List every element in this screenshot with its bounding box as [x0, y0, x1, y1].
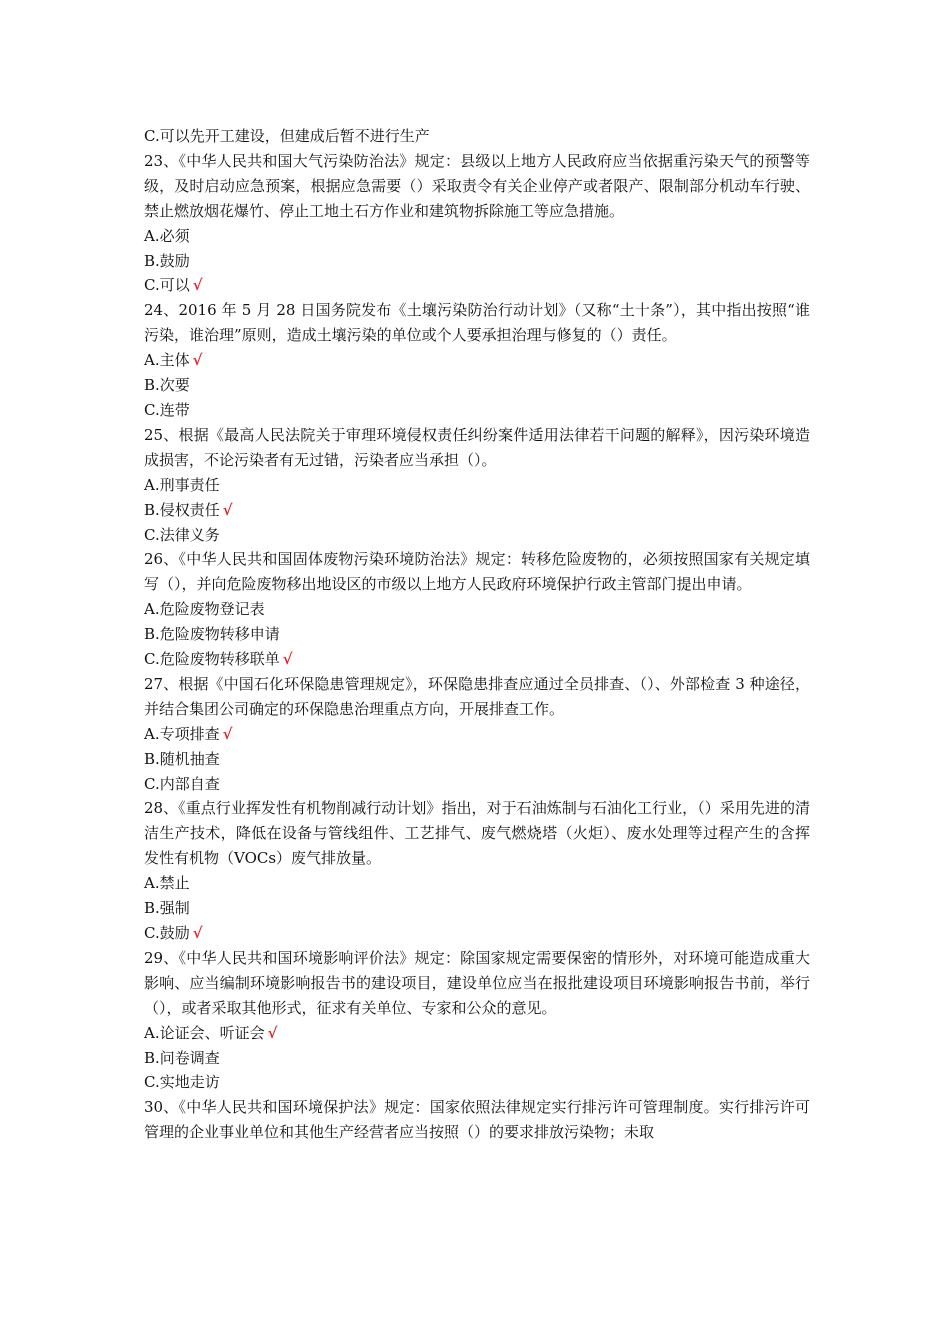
question-text [144, 946, 810, 1021]
option-label: B.问卷调查 [144, 1048, 220, 1067]
question-text [144, 298, 810, 348]
question-text [144, 149, 810, 224]
document-page [144, 124, 810, 1145]
answer-option [144, 622, 810, 647]
option-label: A.主体 [144, 351, 190, 370]
question-stem: 23、《中华人民共和国大气污染防治法》规定：县级以上地方人民政府应当依据重污染天气的预警等级，及时启动应急预案，根据应急需要（）采取责令有关企业停产或者限产、限制部分机动车行驶、禁止燃放烟花爆竹、停止工地土石方作业和建筑物拆除施工等应急措施。 [144, 151, 810, 220]
option-label: A.危险废物登记表 [144, 600, 265, 619]
option-label: B.鼓励 [144, 251, 190, 270]
answer-option [144, 1046, 810, 1071]
check-mark-icon: √ [192, 924, 203, 942]
option-label: C.实地走访 [144, 1073, 220, 1092]
option-label: A.必须 [144, 226, 190, 245]
question-text [144, 423, 810, 473]
answer-option [144, 124, 810, 149]
option-label: A.专项排查 [144, 724, 220, 743]
answer-option [144, 273, 810, 298]
check-mark-icon: √ [282, 650, 293, 669]
check-mark-icon: √ [267, 1023, 278, 1042]
answer-option [144, 597, 810, 622]
answer-option [144, 722, 810, 747]
check-mark-icon: √ [222, 724, 233, 743]
answer-option [144, 871, 810, 896]
answer-option [144, 398, 810, 423]
check-mark-icon: √ [192, 351, 203, 370]
check-mark-icon: √ [222, 500, 233, 519]
option-label: C.连带 [144, 400, 190, 419]
option-label: B.危险废物转移申请 [144, 625, 280, 644]
option-label: C.内部自查 [144, 774, 220, 793]
question-text [144, 547, 810, 597]
option-label: A.禁止 [144, 874, 190, 893]
answer-option [144, 896, 810, 921]
answer-option [144, 1021, 810, 1046]
question-text [144, 672, 810, 722]
question-stem: 24、2016 年 5 月 28 日国务院发布《土壤污染防治行动计划》（又称“土十条”），其中指出按照“谁污染，谁治理”原则，造成土壤污染的单位或个人要承担治理与修复的（）责任。 [144, 301, 810, 345]
option-label: B.强制 [144, 899, 190, 918]
option-label: A.论证会、听证会 [144, 1023, 265, 1042]
question-text [144, 796, 810, 871]
question-stem: 29、《中华人民共和国环境影响评价法》规定：除国家规定需要保密的情形外，对环境可能造成重大影响、应当编制环境影响报告书的建设项目，建设单位应当在报批建设项目环境影响报告书前，举行（），或者采取其他形式，征求有关单位、专家和公众的意见。 [144, 948, 810, 1017]
option-label: C.危险废物转移联单 [144, 650, 280, 669]
question-text [144, 1095, 810, 1145]
option-label: C.鼓励 [144, 924, 190, 942]
option-label: B.次要 [144, 376, 190, 395]
answer-option [144, 224, 810, 249]
answer-option [144, 647, 810, 672]
option-label: C.可以先开工建设，但建成后暂不进行生产 [144, 127, 430, 145]
answer-option [144, 498, 810, 523]
option-label: B.随机抽查 [144, 749, 220, 768]
question-stem: 26、《中华人民共和国固体废物污染环境防治法》规定：转移危险废物的，必须按照国家有关规定填写（），并向危险废物移出地设区的市级以上地方人民政府环境保护行政主管部门提出申请。 [144, 550, 810, 594]
answer-option [144, 1070, 810, 1095]
check-mark-icon: √ [192, 276, 203, 295]
answer-option [144, 348, 810, 373]
answer-option [144, 249, 810, 274]
question-stem: 30、《中华人民共和国环境保护法》规定：国家依照法律规定实行排污许可管理制度。实行排污许可管理的企业事业单位和其他生产经营者应当按照（）的要求排放污染物；未取 [144, 1098, 810, 1142]
question-stem: 27、根据《中国石化环保隐患管理规定》，环保隐患排查应通过全员排查、（）、外部检查 3 种途径，并结合集团公司确定的环保隐患治理重点方向，开展排查工作。 [144, 674, 810, 718]
option-label: C.法律义务 [144, 525, 220, 544]
answer-option [144, 523, 810, 548]
answer-option [144, 373, 810, 398]
answer-option [144, 772, 810, 797]
question-stem: 28、《重点行业挥发性有机物削减行动计划》指出，对于石油炼制与石油化工行业，（）采用先进的清洁生产技术，降低在设备与管线组件、工艺排气、废气燃烧塔（火炬）、废水处理等过程产生的含挥发性有机物（VOCs）废气排放量。 [144, 799, 810, 868]
option-label: A.刑事责任 [144, 475, 220, 494]
option-label: B.侵权责任 [144, 500, 220, 519]
question-stem: 25、根据《最高人民法院关于审理环境侵权责任纠纷案件适用法律若干问题的解释》，因污染环境造成损害，不论污染者有无过错，污染者应当承担（）。 [144, 425, 810, 469]
answer-option [144, 747, 810, 772]
option-label: C.可以 [144, 276, 190, 295]
answer-option [144, 921, 810, 946]
answer-option [144, 473, 810, 498]
